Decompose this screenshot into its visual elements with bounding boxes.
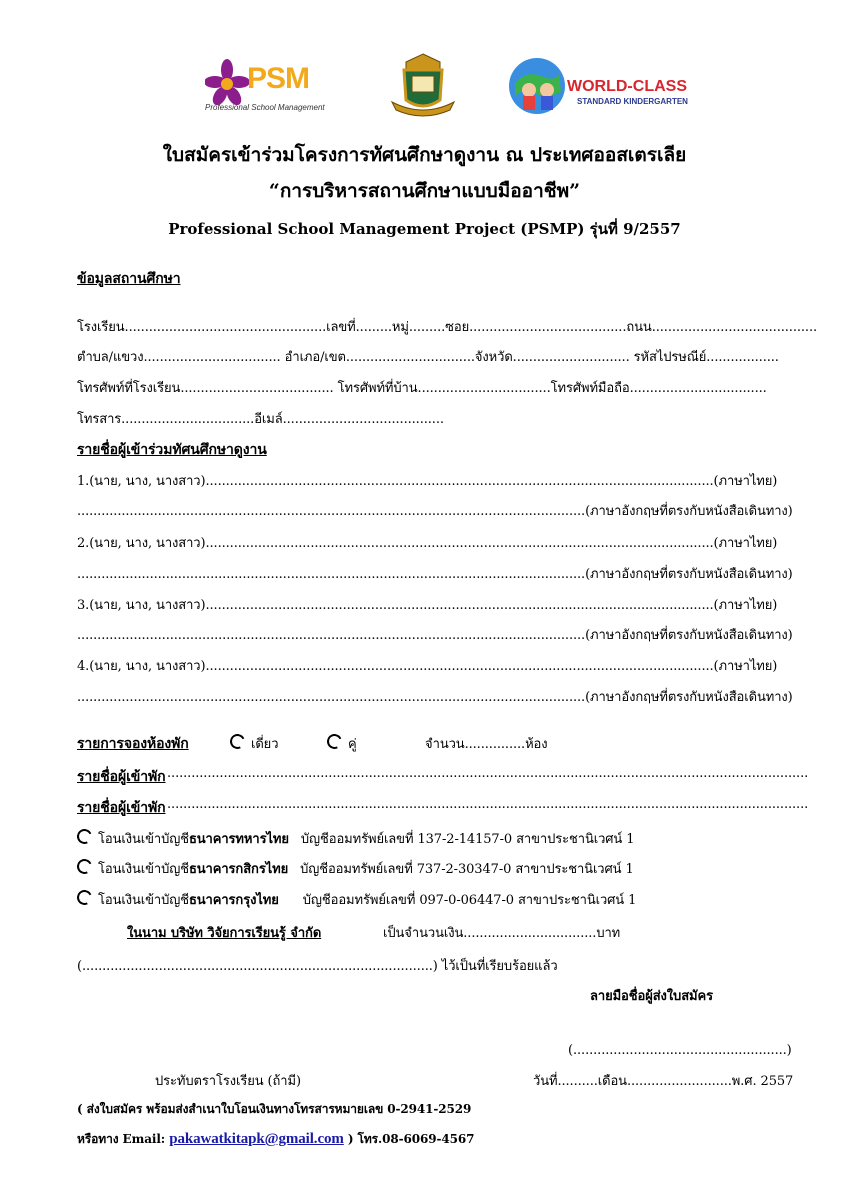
project-name: Professional School Management Project (PSMP) รุ่นที่ 9/2557 xyxy=(168,220,681,238)
room-reservation-label: รายการจองห้องพัก xyxy=(77,736,189,752)
signature-date-field[interactable]: วันที่..........เดือน..........................พ.ศ. 2557 xyxy=(533,1074,794,1089)
room-single-label: เดี่ยว xyxy=(251,737,279,752)
participant-3-eng-field[interactable]: ..............................................................................................................................(ภาษาอังกฤษที่ตรงกับหนังสือเดินทาง) xyxy=(77,628,793,643)
psm-logo xyxy=(205,58,325,116)
world-class-logo xyxy=(505,56,705,118)
email-link[interactable]: pakawatkitapk@gmail.com xyxy=(169,1131,344,1147)
participants-heading: รายชื่อผู้เข้าร่วมทัศนศึกษาดูงาน xyxy=(77,442,267,458)
participant-2-thai-field[interactable]: 2.(นาย, นาง, นางสาว)..............................................................................................................................(ภาษาไทย) xyxy=(77,536,778,551)
payment-prefix: โอนเงินเข้าบัญชี xyxy=(98,862,189,877)
world-class-title: WORLD-CLASS xyxy=(567,78,687,95)
radio-bank-2[interactable] xyxy=(75,857,94,876)
participant-4-thai-field[interactable]: 4.(นาย, นาง, นางสาว)..............................................................................................................................(ภาษาไทย) xyxy=(77,659,778,674)
guest-name-field-1[interactable]: ............................................................................................................................................................... xyxy=(167,766,809,781)
participant-1-thai-field[interactable]: 1.(นาย, นาง, นางสาว)..............................................................................................................................(ภาษาไทย) xyxy=(77,474,778,489)
email-label: หรือทาง Email: xyxy=(77,1132,166,1146)
school-crest-logo xyxy=(390,52,456,118)
radio-bank-3[interactable] xyxy=(75,888,94,907)
room-double-option[interactable] xyxy=(327,733,357,754)
room-double-label: คู่ xyxy=(348,737,357,752)
account-info: บัญชีออมทรัพย์เลขที่ 137-2-14157-0 สาขาประชานิเวศน์ 1 xyxy=(300,832,635,847)
contact-phone: ) โทร.08-6069-4567 xyxy=(347,1132,475,1146)
payment-option-3[interactable] xyxy=(77,889,636,910)
bank-name: ธนาคารกรุงไทย xyxy=(188,893,279,908)
account-info: บัญชีออมทรัพย์เลขที่ 737-2-30347-0 สาขาประชานิเวศน์ 1 xyxy=(300,862,634,877)
participant-1-eng-field[interactable]: ..............................................................................................................................(ภาษาอังกฤษที่ตรงกับหนังสือเดินทาง) xyxy=(77,504,793,519)
school-name-field[interactable]: โรงเรียน..................................................เลขที่.........หมู่.........ซอย.......................................ถนน......................................... xyxy=(77,320,818,335)
school-fax-email-field[interactable]: โทรสาร.................................อีเมล์........................................ xyxy=(77,412,444,427)
psm-caption: Professional School Management xyxy=(205,103,325,112)
signature-name-field[interactable]: (.....................................................) xyxy=(568,1043,792,1058)
school-section-heading: ข้อมูลสถานศึกษา xyxy=(77,271,181,287)
payment-option-2[interactable] xyxy=(77,858,634,879)
school-address-field[interactable]: ตำบล/แขวง.................................. อำเภอ/เขต................................จังหวัด............................. รหัสไปรษณีย์.................. xyxy=(77,350,779,365)
payment-amount-field[interactable]: เป็นจำนวนเงิน.................................บาท xyxy=(383,926,621,941)
guest-name-label-2: รายชื่อผู้เข้าพัก xyxy=(77,800,166,816)
radio-bank-1[interactable] xyxy=(75,827,94,846)
school-stamp-label: ประทับตราโรงเรียน (ถ้ามี) xyxy=(155,1074,301,1089)
guest-name-field-2[interactable]: ............................................................................................................................................................... xyxy=(167,797,809,812)
payment-received-field[interactable]: (.......................................................................................) ไว้เป็นที่เรียบร้อยแล้ว xyxy=(77,959,558,974)
contact-line xyxy=(77,1130,474,1149)
psm-mark: PSM xyxy=(247,62,310,95)
payment-option-1[interactable] xyxy=(77,828,634,849)
participant-2-eng-field[interactable]: ..............................................................................................................................(ภาษาอังกฤษที่ตรงกับหนังสือเดินทาง) xyxy=(77,567,793,582)
world-class-subtitle: STANDARD KINDERGARTEN xyxy=(577,97,688,106)
payment-prefix: โอนเงินเข้าบัญชี xyxy=(98,893,189,908)
payment-prefix: โอนเงินเข้าบัญชี xyxy=(98,832,189,847)
account-info: บัญชีออมทรัพย์เลขที่ 097-0-06447-0 สาขาประชานิเวศน์ 1 xyxy=(302,893,637,908)
participant-3-thai-field[interactable]: 3.(นาย, นาง, นางสาว)..............................................................................................................................(ภาษาไทย) xyxy=(77,598,778,613)
guest-name-label-1: รายชื่อผู้เข้าพัก xyxy=(77,769,166,785)
participant-4-eng-field[interactable]: ..............................................................................................................................(ภาษาอังกฤษที่ตรงกับหนังสือเดินทาง) xyxy=(77,690,793,705)
radio-double[interactable] xyxy=(325,732,344,751)
payee-name: ในนาม บริษัท วิจัยการเรียนรู้ จำกัด xyxy=(127,926,322,941)
room-single-option[interactable] xyxy=(230,733,278,754)
send-instructions: ( ส่งใบสมัคร พร้อมส่งสำเนาใบโอนเงินทางโทรสารหมายเลข 0-2941-2529 xyxy=(77,1102,472,1116)
form-title: ใบสมัครเข้าร่วมโครงการทัศนศึกษาดูงาน ณ ประเทศออสเตรเลีย xyxy=(162,144,687,166)
bank-name: ธนาคารทหารไทย xyxy=(188,832,289,847)
signature-label: ลายมือชื่อผู้ส่งใบสมัคร xyxy=(590,989,713,1004)
school-phone-field[interactable]: โทรศัพท์ที่โรงเรียน...................................... โทรศัพท์ที่บ้าน.................................โทรศัพท์มือถือ.................................. xyxy=(77,381,767,396)
bank-name: ธนาคารกสิกรไทย xyxy=(188,862,289,877)
room-count-field[interactable]: จำนวน...............ห้อง xyxy=(425,737,548,752)
form-subtitle: “การบริหารสถานศึกษาแบบมืออาชีพ” xyxy=(268,180,581,202)
radio-single[interactable] xyxy=(228,732,247,751)
